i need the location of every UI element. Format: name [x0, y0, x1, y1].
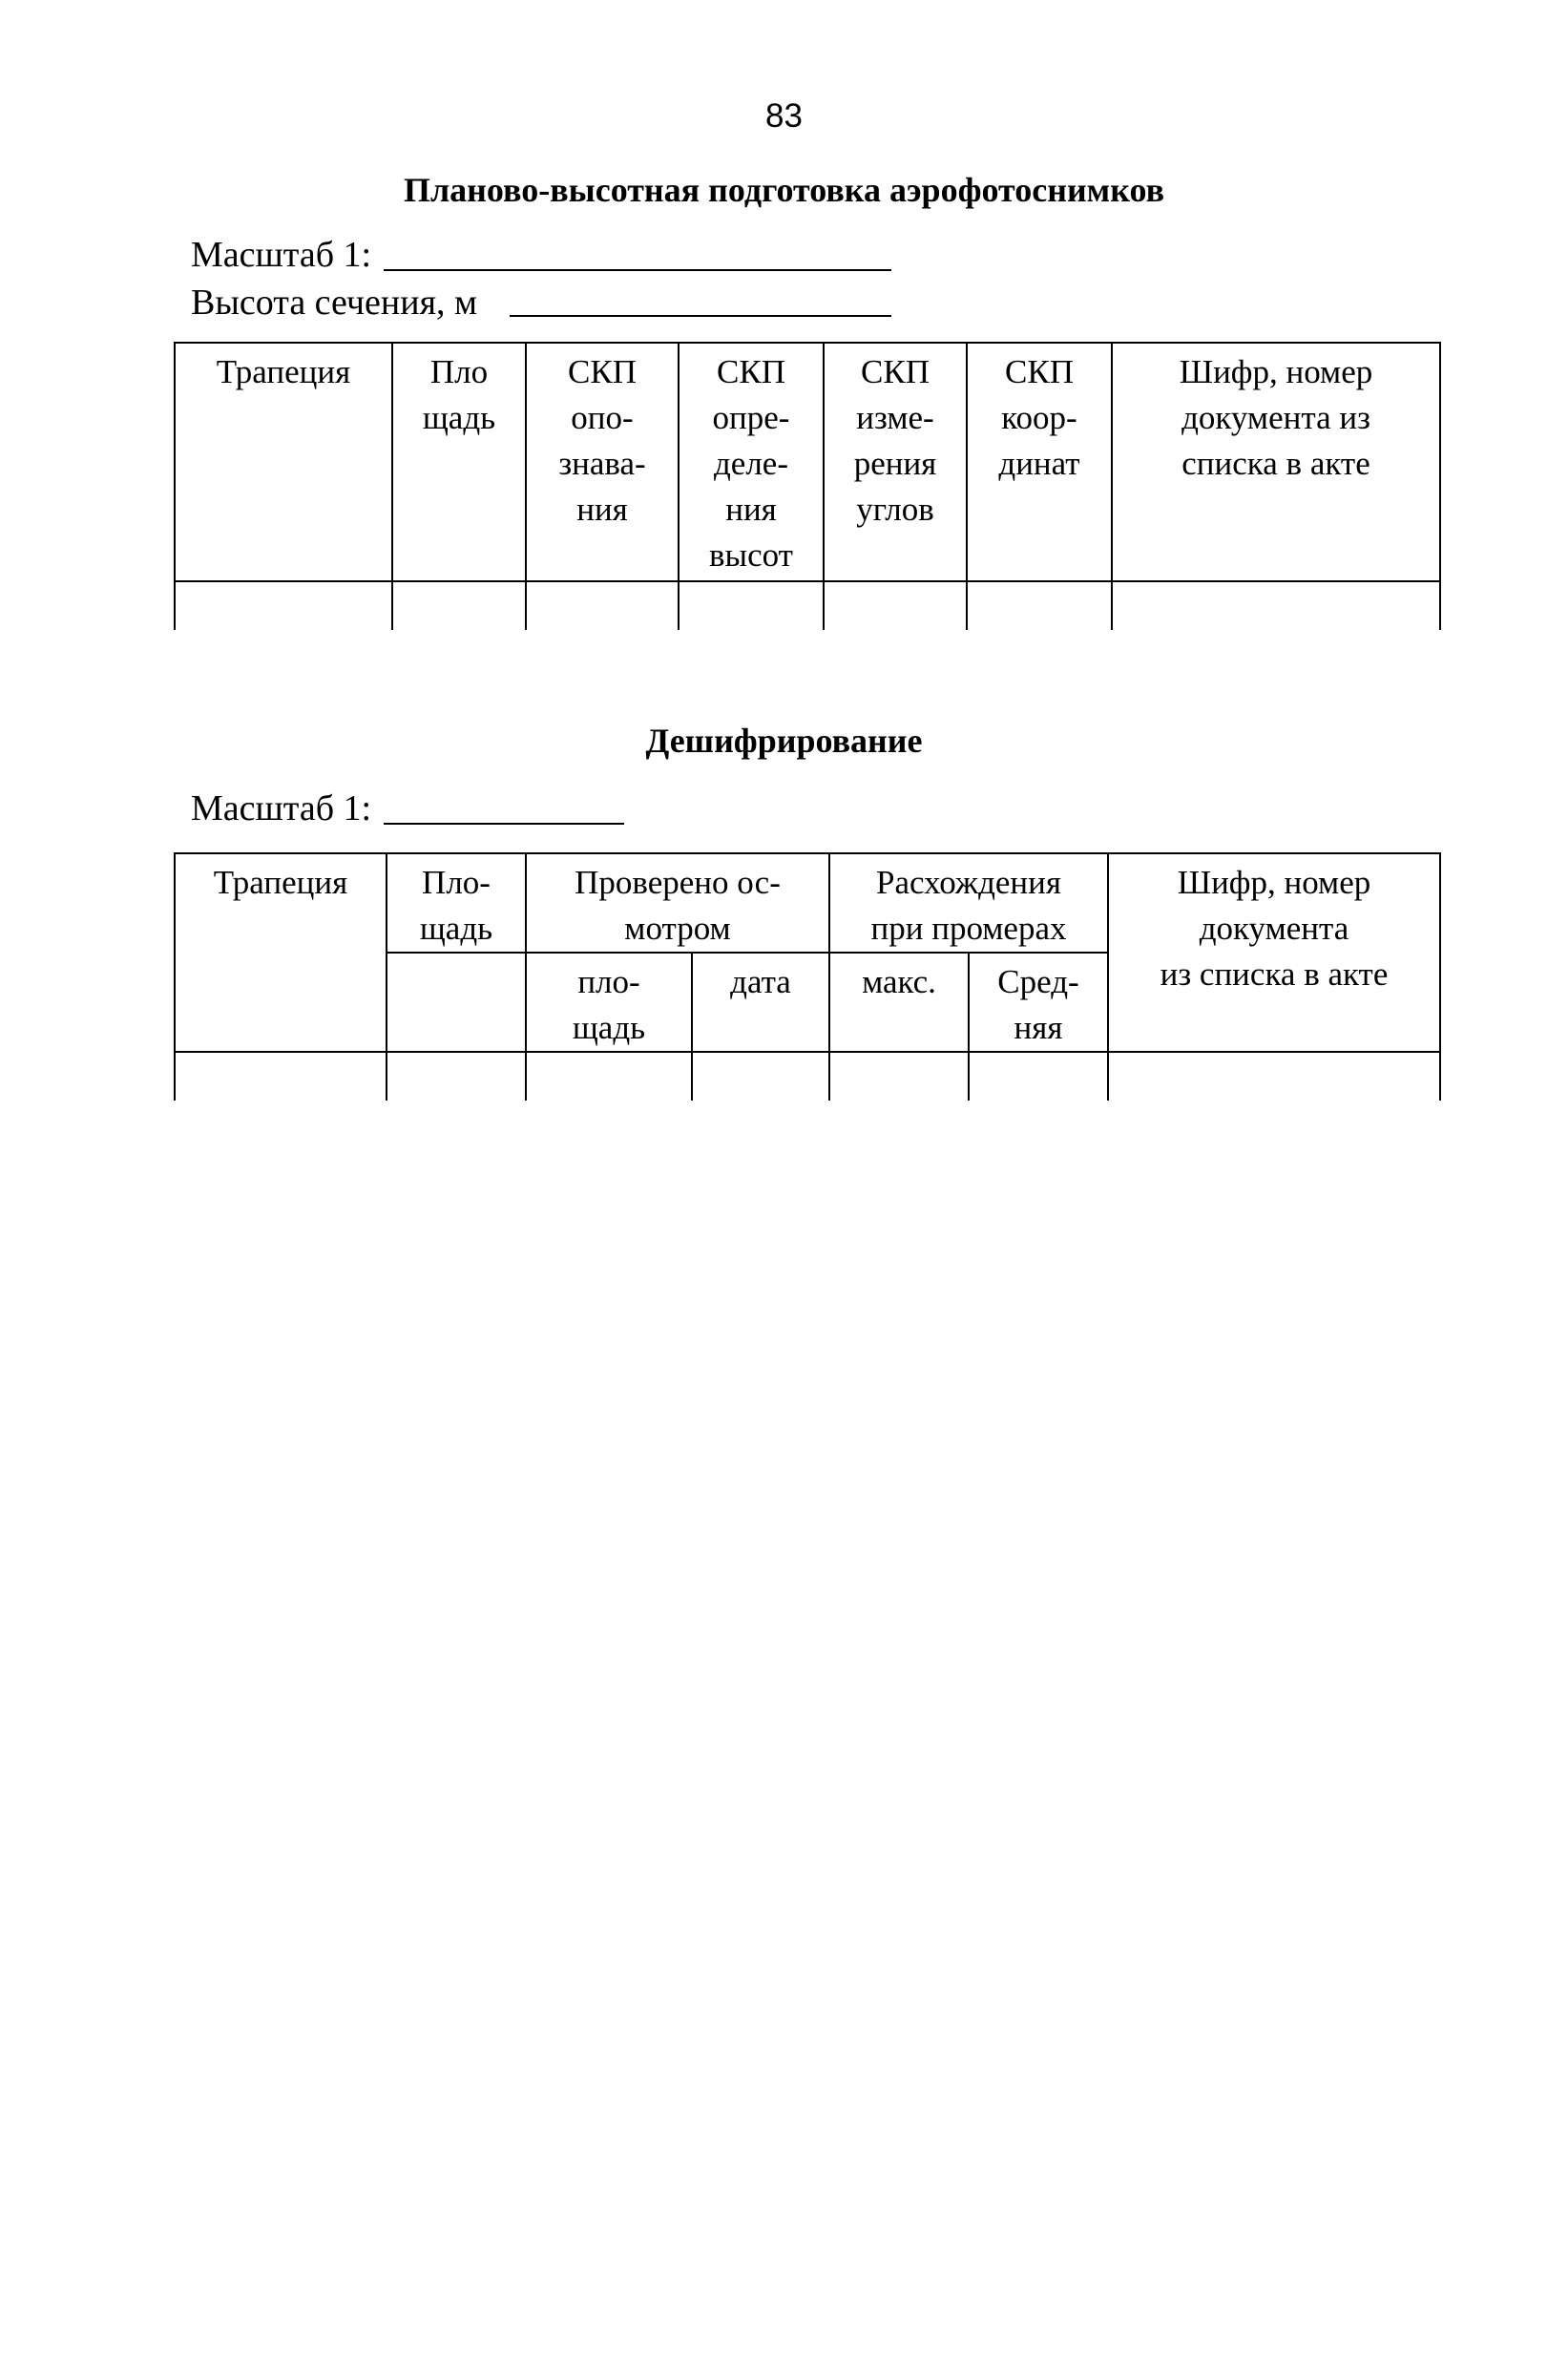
- header-skp-heights: СКП опре- деле- ния высот: [709, 353, 793, 574]
- header-skp-coordinates: СКП коор- динат: [998, 353, 1080, 482]
- header-diff-max: макс.: [862, 963, 936, 1000]
- table-cell: [392, 581, 526, 630]
- table-cell: [1108, 1052, 1440, 1101]
- header-diff-average: Сред- няя: [997, 963, 1079, 1046]
- header-area: Пло щадь: [422, 353, 496, 436]
- table-cell: [1112, 581, 1440, 630]
- header-skp-identification: СКП опо- знава- ния: [558, 353, 646, 528]
- table-cell: [969, 1052, 1108, 1101]
- section1-scale-blank: [384, 269, 891, 271]
- section2-header-cell: [526, 953, 692, 1052]
- section2-header-cell: [829, 953, 969, 1052]
- section1-header-cell: [526, 343, 679, 581]
- section1-data-row: [175, 581, 1440, 630]
- section1-height-blank: [510, 315, 891, 317]
- table-cell: [387, 1052, 526, 1101]
- section1-header-cell: [1112, 343, 1440, 581]
- section2-data-row: [175, 1052, 1440, 1101]
- table-cell: [679, 581, 824, 630]
- table-cell: [526, 581, 679, 630]
- header-checked-by-inspection: Проверено ос- мотром: [575, 864, 781, 947]
- section2-header-cell: [692, 953, 829, 1052]
- section1-header-cell: [392, 343, 526, 581]
- section2-header-cell: [969, 953, 1108, 1052]
- table-cell: [829, 1052, 969, 1101]
- section1-scale-label: Масштаб 1:: [191, 235, 372, 275]
- section2-scale-label: Масштаб 1:: [191, 788, 372, 828]
- section1-header-cell: [679, 343, 824, 581]
- section1-header-cell: [175, 343, 392, 581]
- header-measurement-discrepancies: Расхождения при промерах: [870, 864, 1067, 947]
- table-cell: [692, 1052, 829, 1101]
- section2-header-cell: [387, 853, 526, 953]
- section1-header-cell: [967, 343, 1112, 581]
- section2-scale-blank: [384, 823, 624, 825]
- header-checked-date: дата: [730, 963, 791, 1000]
- table-cell: [175, 581, 392, 630]
- section2-header-cell: [387, 953, 526, 1052]
- section2-header-cell: [175, 853, 387, 1052]
- section2-header-cell: [829, 853, 1108, 953]
- section2-title: Дешифрирование: [645, 722, 923, 760]
- header-skp-angles: СКП изме- рения углов: [853, 353, 937, 528]
- header-trapezia: Трапеция: [216, 353, 351, 390]
- header-checked-area: пло- щадь: [572, 963, 646, 1046]
- section2-header-row-1: [175, 853, 1440, 953]
- header-trapezia: Трапеция: [213, 864, 348, 901]
- section2-header-cell: [526, 853, 829, 953]
- section1-title: Планово-высотная подготовка аэрофотоснимков: [403, 171, 1165, 209]
- table-cell: [824, 581, 967, 630]
- section1-header-cell: [824, 343, 967, 581]
- section2-header-cell: [1108, 853, 1440, 1052]
- section1-header-row: [175, 343, 1440, 581]
- section1-height-label: Высота сечения, м: [191, 283, 478, 323]
- section2-table: [174, 852, 1441, 1101]
- header-cipher: Шифр, номер документа из списка в акте: [1179, 353, 1373, 482]
- header-area: Пло- щадь: [419, 864, 493, 947]
- page-number: 83: [765, 97, 803, 135]
- header-cipher: Шифр, номер документа из списка в акте: [1160, 864, 1389, 993]
- table-cell: [526, 1052, 692, 1101]
- table-cell: [967, 581, 1112, 630]
- section1-table: [174, 342, 1441, 630]
- table-cell: [175, 1052, 387, 1101]
